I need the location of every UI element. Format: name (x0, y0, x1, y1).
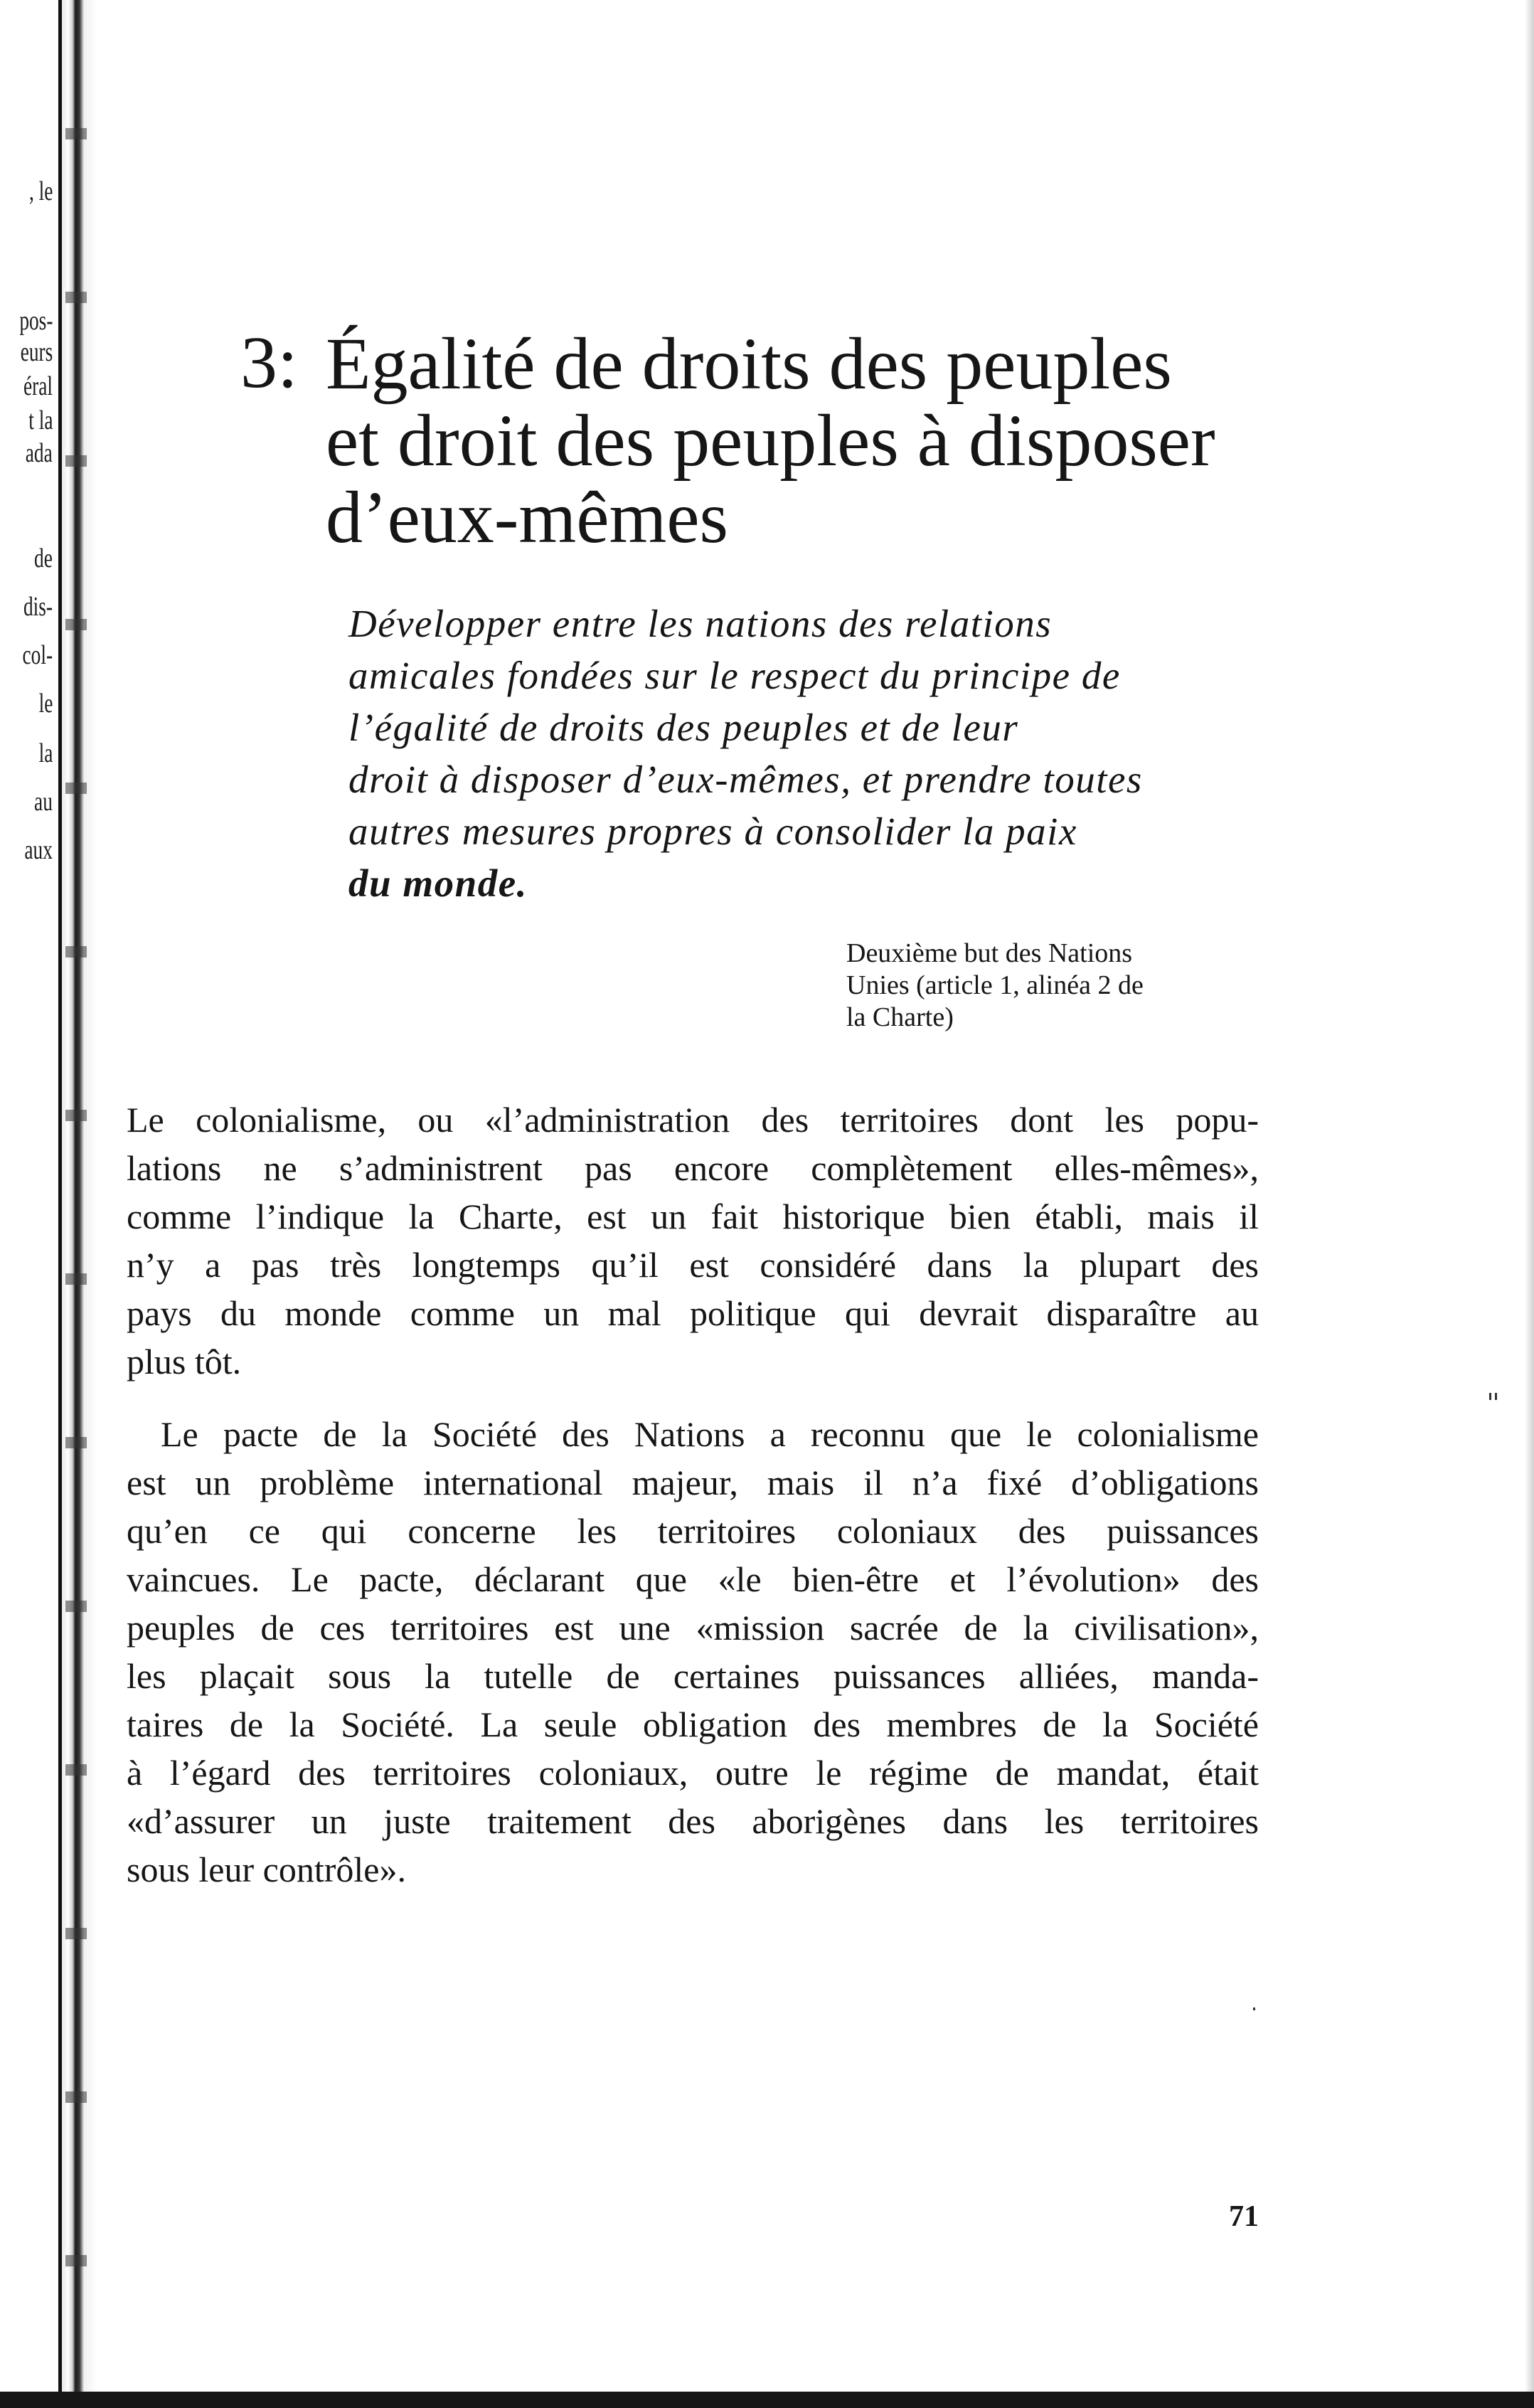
paragraph-line: Le colonialisme, ou «l’administration des territoires dont les popu- (127, 1100, 1259, 1140)
paragraph-line: vaincues. Le pacte, déclarant que «le bien-être et l’évolution» des (127, 1559, 1259, 1599)
facing-text-fragment: éral (23, 371, 53, 401)
source-line: Unies (article 1, alinéa 2 de (846, 970, 1144, 1000)
scan-speck (1489, 1393, 1491, 1400)
facing-text-fragment: aux (24, 835, 53, 865)
epigraph-line: du monde. (348, 861, 528, 905)
scan-speck (1495, 1393, 1497, 1400)
facing-text-fragment: t la (28, 405, 53, 435)
paragraph-line: à l’égard des territoires coloniaux, outre le régime de mandat, était (127, 1753, 1259, 1793)
paragraph-line: qu’en ce qui concerne les territoires coloniaux des puissances (127, 1511, 1259, 1551)
facing-text-fragment: col- (22, 640, 53, 670)
facing-text-fragment: dis- (23, 592, 53, 622)
source-line: la Charte) (846, 1002, 954, 1032)
epigraph-line: droit à disposer d’eux-mêmes, et prendre toutes (348, 758, 1143, 801)
facing-text-fragment: ada (26, 438, 53, 468)
paragraph-line: les plaçait sous la tutelle de certaines puissances alliées, manda- (127, 1656, 1259, 1696)
chapter-number: 3: (240, 322, 298, 403)
paragraph-line: plus tôt. (127, 1342, 242, 1381)
epigraph-line: autres mesures propres à consolider la paix (348, 810, 1077, 853)
epigraph-quote (348, 598, 1273, 909)
paragraph-line: taires de la Société. La seule obligation des membres de la Société (127, 1704, 1259, 1744)
paragraph-line: peuples de ces territoires est une «mission sacrée de la civilisation», (127, 1608, 1259, 1648)
facing-text-fragment: la (38, 738, 53, 768)
paragraph-line: est un problème international majeur, mais il n’a fixé d’obligations (127, 1463, 1259, 1502)
paragraph-line: «d’assurer un juste traitement des aborigènes dans les territoires (127, 1801, 1259, 1841)
paragraph-line: sous leur contrôle». (127, 1850, 406, 1889)
epigraph-line: l’égalité de droits des peuples et de leur (348, 706, 1019, 749)
facing-text-fragment: , le (28, 176, 53, 206)
paragraph-line: Le pacte de la Société des Nations a reconnu que le colonialisme (161, 1414, 1259, 1454)
epigraph-source (846, 938, 1273, 1034)
facing-text-fragment: eurs (20, 337, 53, 367)
facing-text-fragment: de (34, 543, 53, 573)
body-paragraph (127, 1410, 1259, 1894)
chapter-title-line: et droit des peuples à disposer (326, 400, 1215, 482)
paragraph-line: comme l’indique la Charte, est un fait historique bien établi, mais il (127, 1197, 1259, 1236)
scan-speck (1253, 2007, 1255, 2010)
body-paragraph (127, 1096, 1259, 1386)
page-number: 71 (1229, 2200, 1259, 2233)
epigraph-line: Développer entre les nations des relations (348, 602, 1053, 645)
page-edge-bottom (0, 2392, 1534, 2408)
facing-text-fragment: au (34, 787, 53, 817)
chapter-title (326, 323, 1492, 558)
source-line: Deuxième but des Nations (846, 938, 1133, 968)
facing-text-fragment: le (38, 689, 53, 718)
binding-stitches (65, 0, 87, 2408)
paragraph-line: lations ne s’administrent pas encore complètement elles-mêmes», (127, 1148, 1259, 1188)
facing-page-margin (0, 0, 57, 2408)
epigraph-line: amicales fondées sur le respect du principe de (348, 654, 1121, 697)
chapter-title-line: Égalité de droits des peuples (326, 323, 1172, 405)
page-edge-right (1525, 0, 1534, 2408)
paragraph-line: n’y a pas très longtemps qu’il est considéré dans la plupart des (127, 1245, 1259, 1285)
facing-text-fragment: pos- (18, 306, 53, 336)
paragraph-line: pays du monde comme un mal politique qui devrait disparaître au (127, 1293, 1259, 1333)
chapter-title-line: d’eux-mêmes (326, 477, 729, 558)
